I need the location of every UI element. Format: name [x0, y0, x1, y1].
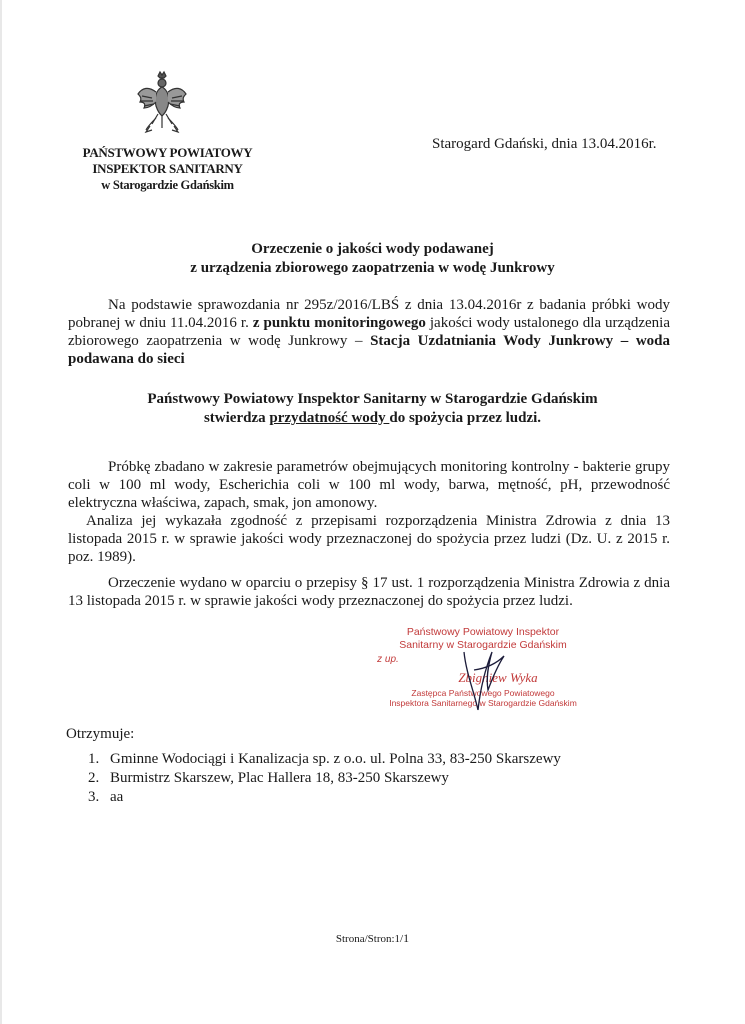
- document-title: [60, 240, 685, 278]
- statement-line2: [60, 409, 685, 428]
- para4-text: Orzeczenie wydano w oparciu o przepisy § 17 ust. 1 rozporządzenia Ministra Zdrowia z dnia 13 listopada 2015 r. w sprawie jakości wody przeznaczonej do spożycia przez ludzi.: [68, 575, 670, 609]
- item-text: Burmistrz Skarszew, Plac Hallera 18, 83-250 Skarszewy: [110, 770, 449, 786]
- paragraph-sample: [68, 458, 670, 512]
- statement: [60, 390, 685, 428]
- page-counter-label: Strona/Stron:1/: [335, 933, 404, 945]
- title-line2: z urządzenia zbiorowego zaopatrzenia w wodę Junkrowy: [190, 260, 555, 276]
- official-stamp: [368, 626, 598, 736]
- paragraph-legal-basis: [68, 574, 670, 610]
- recipients-list: [88, 750, 561, 807]
- para1-bold1: z punktu monitoringowego: [252, 315, 426, 331]
- institution-line1: PAŃSTWOWY POWIATOWY: [82, 145, 253, 160]
- place-date: Starogard Gdański, dnia 13.04.2016r.: [432, 136, 657, 152]
- paragraph-basis: [68, 296, 670, 368]
- para1-text2: jakości wody ustalonego dla urządzenia zbiorowego zaopatrzenia w wodę Junkrowy –: [68, 315, 670, 349]
- page-counter: [0, 931, 745, 946]
- stamp-role1: Zastępca Państwowego Powiatowego: [411, 688, 555, 698]
- list-item: [88, 750, 561, 769]
- item-number: 2.: [88, 770, 100, 786]
- stamp-line2: Sanitarny w Starogardzie Gdańskim: [399, 639, 567, 651]
- scan-edge: [0, 0, 2, 1024]
- statement-post: do spożycia przez ludzi.: [389, 410, 542, 426]
- recipients-label: Otrzymuje:: [66, 726, 135, 742]
- institution-line3: w Starogardzie Gdańskim: [101, 178, 234, 192]
- item-text: Gminne Wodociągi i Kanalizacja sp. z o.o. ul. Polna 33, 83-250 Skarszewy: [110, 751, 561, 767]
- statement-line1: Państwowy Powiatowy Inspektor Sanitarny w Starogardzie Gdańskim: [147, 391, 598, 407]
- title-line1: Orzeczenie o jakości wody podawanej: [251, 241, 494, 257]
- stamp-zup: z up.: [377, 654, 399, 665]
- signature-icon: [444, 622, 524, 714]
- institution-line2: INSPEKTOR SANITARNY: [92, 161, 243, 176]
- stamp-line1: Państwowy Powiatowy Inspektor: [406, 626, 560, 638]
- stamp-name: Zbigniew Wyka: [458, 670, 538, 685]
- polish-eagle-icon: [134, 70, 190, 134]
- para2-text: Próbkę zbadano w zakresie parametrów obejmujących monitoring kontrolny - bakterie grupy coli w 100 ml wody, Escherichia coli w 100 ml wody, barwa, mętność, pH, przewodność elektryczna właściwa, zapach, smak, jon amonowy.: [68, 459, 670, 511]
- stamp-role2: Inspektora Sanitarnego w Starogardzie Gdańskim: [389, 698, 577, 708]
- item-number: 3.: [88, 789, 100, 805]
- institution-name: [40, 145, 295, 193]
- para3-text: Analiza jej wykazała zgodność z przepisami rozporządzenia Ministra Zdrowia z dnia 13 listopada 2015 r. w sprawie jakości wody przeznaczonej do spożycia przez ludzi (Dz. U. z 2015 r. poz. 1989).: [68, 513, 670, 565]
- para1-text1: Na podstawie sprawozdania nr 295z/2016/LBŚ z dnia 13.04.2016r z badania próbki wody pobranej w dniu 11.04.2016 r.: [68, 297, 670, 331]
- statement-underlined: przydatność wody: [269, 410, 390, 426]
- paragraph-analysis: [68, 512, 670, 566]
- statement-pre: stwierdza: [203, 410, 270, 426]
- item-number: 1.: [88, 751, 100, 767]
- page-counter-total: 1: [403, 931, 410, 945]
- list-item: [88, 769, 561, 788]
- para1-bold2: Stacja Uzdatniania Wody Junkrowy – woda podawana do sieci: [68, 333, 670, 367]
- list-item: [88, 788, 561, 807]
- item-text: aa: [110, 789, 124, 805]
